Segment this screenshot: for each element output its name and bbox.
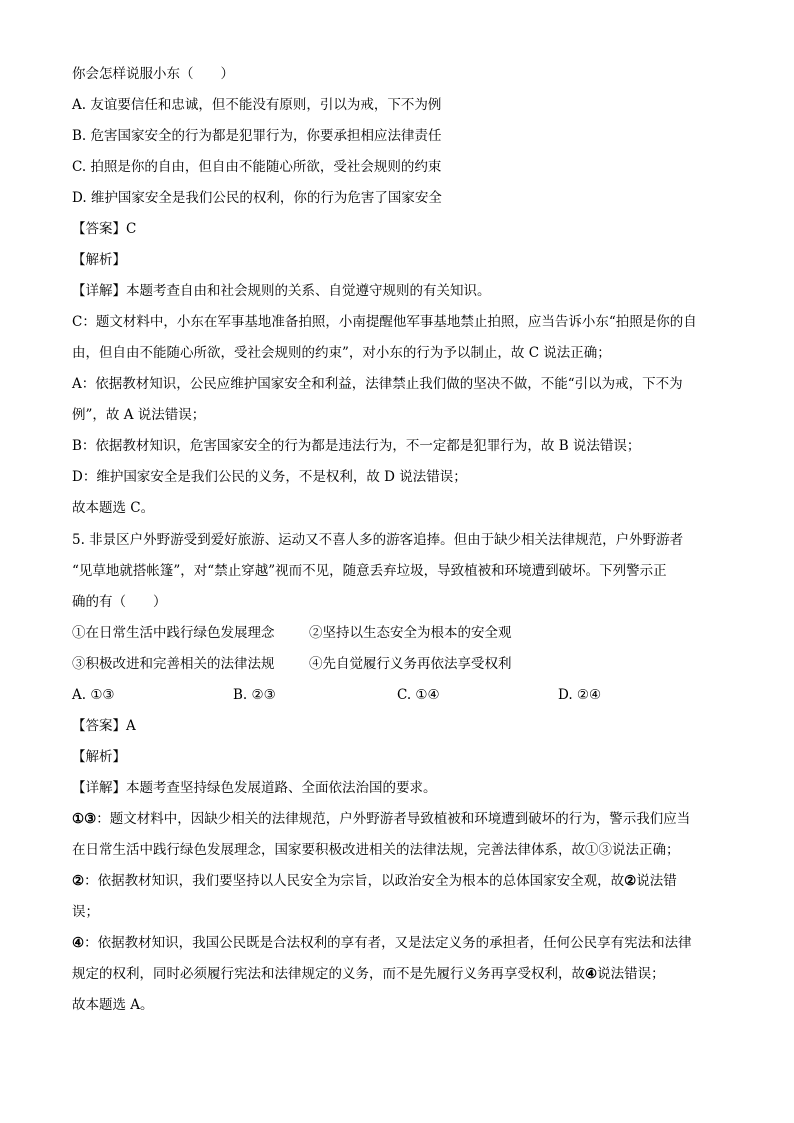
q4-detail-line: C：题文材料中，小东在军事基地准备拍照，小南提醒他军事基地禁止拍照，应当告诉小东“拍照是你的自 — [72, 314, 697, 330]
q4-conclusion: 故本题选 C。 — [72, 500, 155, 516]
q4-stem: 你会怎样说服小东（ ） — [72, 66, 234, 82]
q4-option-d: D. 维护国家安全是我们公民的权利，你的行为危害了国家安全 — [72, 190, 442, 206]
q5-detail-line: 在日常生活中践行绿色发展理念，国家要积极改进相关的法律法规，完善法律体系，故①③说法正确； — [72, 842, 680, 858]
q5-conclusion: 故本题选 A。 — [72, 997, 154, 1013]
q4-detail-line: D：维护国家安全是我们公民的义务，不是权利，故 D 说法错误； — [72, 469, 467, 485]
q5-detail-line: 【详解】本题考查坚持绿色发展道路、全面依法治国的要求。 — [72, 780, 437, 796]
q5-detail-2-line: ②：依据教材知识，我们要坚持以人民安全为宗旨，以政治安全为根本的总体国家安全观，故②说法错 — [72, 873, 677, 889]
q4-answer: 【答案】C — [72, 221, 137, 237]
q4-detail-line: 【详解】本题考查自由和社会规则的关系、自觉遵守规则的有关知识。 — [72, 283, 491, 299]
q4-option-a: A. 友谊要信任和忠诚，但不能没有原则，引以为戒，下不为例 — [72, 97, 442, 113]
q5-stem-line: 5. 非景区户外野游受到爱好旅游、运动又不喜人多的游客追捧。但由于缺少相关法律规范，户外野游者 — [72, 532, 684, 548]
q5-analysis-label: 【解析】 — [72, 749, 126, 765]
q5-stem-line: 确的有（ ） — [72, 594, 167, 610]
q5-choice-a: A. ①③ — [72, 687, 115, 703]
q5-detail-4-line2: 规定的权利，同时必须履行宪法和法律规定的义务，而不是先履行义务再享受权利，故④说法错误； — [72, 966, 665, 982]
q5-answer: 【答案】A — [72, 718, 136, 734]
q5-statement-2: ②坚持以生态安全为根本的安全观 — [309, 625, 512, 641]
q5-detail-2-mark: ② — [72, 873, 85, 889]
q4-detail-line: 由，但自由不能随心所欲，受社会规则的约束”，对小东的行为予以制止，故 C 说法正确； — [72, 345, 611, 361]
q5-stem-line: “见草地就搭帐篷”，对“禁止穿越”视而不见，随意丢弃垃圾，导致植被和环境遭到破坏。下列警示正 — [72, 563, 667, 579]
q5-choices-row — [72, 685, 722, 705]
q4-option-b: B. 危害国家安全的行为都是犯罪行为，你要承担相应法律责任 — [72, 128, 442, 144]
q4-detail-line: 例”，故 A 说法错误； — [72, 407, 206, 423]
q5-detail-13-line: ①③：题文材料中，因缺少相关的法律规范，户外野游者导致植被和环境遭到破坏的行为，警示我们应当 — [72, 811, 691, 827]
q4-detail-line: A：依据教材知识，公民应维护国家安全和利益，法律禁止我们做的坚决不做，不能“引以为戒，下不为 — [72, 376, 683, 392]
q5-statement-row — [72, 623, 722, 643]
q5-choice-b: B. ②③ — [233, 687, 276, 703]
q5-detail-4-mark: ④ — [72, 935, 85, 951]
q5-statement-1: ①在日常生活中践行绿色发展理念 — [72, 625, 275, 641]
q5-statement-3: ③积极改进和完善相关的法律法规 — [72, 656, 275, 672]
q4-analysis-label: 【解析】 — [72, 252, 126, 268]
q4-option-c: C. 拍照是你的自由，但自由不能随心所欲，受社会规则的约束 — [72, 159, 442, 175]
q5-detail-4-line: ④：依据教材知识，我国公民既是合法权利的享有者，又是法定义务的承担者，任何公民享有宪法和法律 — [72, 935, 692, 951]
q4-detail-line: B：依据教材知识，危害国家安全的行为都是违法行为，不一定都是犯罪行为，故 B 说法错误； — [72, 438, 641, 454]
q5-choice-c: C. ①④ — [397, 687, 440, 703]
q5-choice-d: D. ②④ — [558, 687, 602, 703]
q5-statement-4: ④先自觉履行义务再依法享受权利 — [309, 656, 512, 672]
q5-detail-line: 误； — [72, 904, 99, 920]
q5-statement-row — [72, 654, 722, 674]
q5-detail-13-mark: ①③ — [72, 811, 97, 827]
